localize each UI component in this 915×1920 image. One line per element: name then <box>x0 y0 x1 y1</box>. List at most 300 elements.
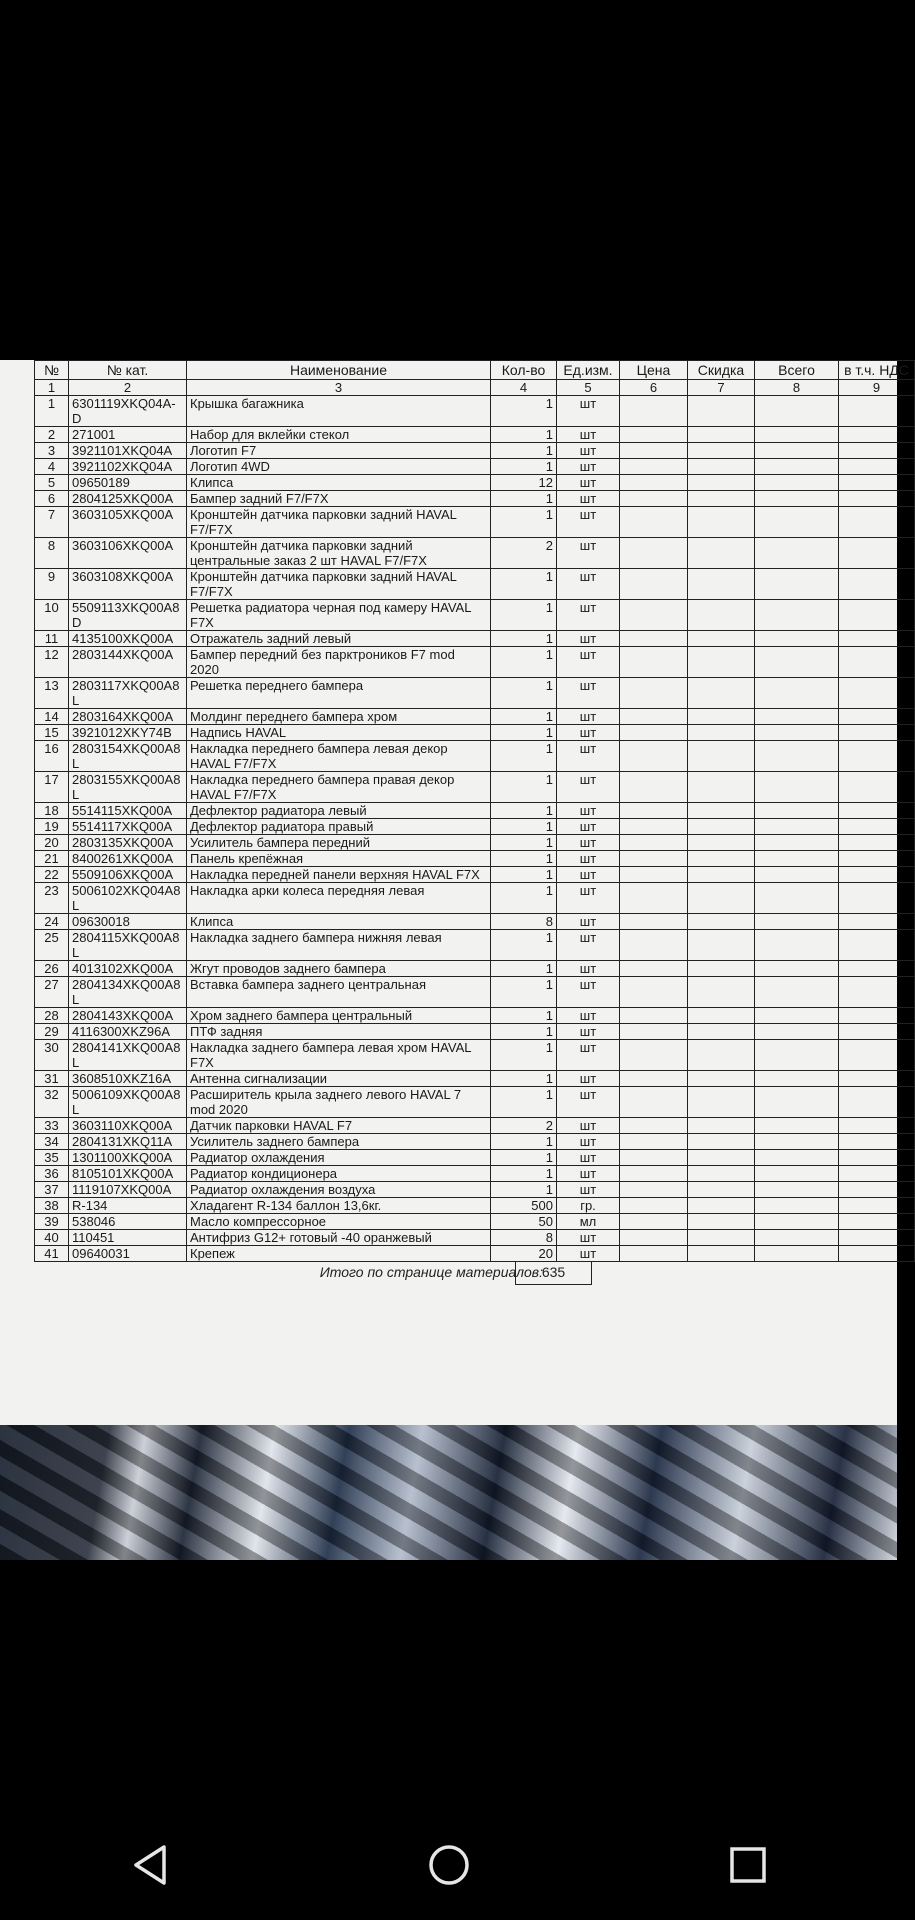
empty-cell <box>688 1166 755 1182</box>
row-number: 13 <box>35 678 69 709</box>
empty-cell <box>839 772 915 803</box>
table-row <box>35 961 915 977</box>
unit: шт <box>557 631 620 647</box>
background-fabric <box>0 1425 897 1560</box>
unit: шт <box>557 507 620 538</box>
empty-cell <box>755 631 839 647</box>
table-row <box>35 977 915 1008</box>
column-header: № <box>35 361 69 380</box>
row-number: 1 <box>35 396 69 427</box>
empty-cell <box>839 1040 915 1071</box>
quantity: 2 <box>491 538 557 569</box>
empty-cell <box>755 1182 839 1198</box>
empty-cell <box>620 772 688 803</box>
row-number: 24 <box>35 914 69 930</box>
unit: шт <box>557 867 620 883</box>
quantity: 1 <box>491 867 557 883</box>
unit: шт <box>557 678 620 709</box>
unit: шт <box>557 851 620 867</box>
empty-cell <box>620 1024 688 1040</box>
table-row <box>35 914 915 930</box>
empty-cell <box>755 914 839 930</box>
empty-cell <box>755 709 839 725</box>
row-number: 23 <box>35 883 69 914</box>
empty-cell <box>688 961 755 977</box>
catalog-number: 2804141XKQ00A8 L <box>69 1040 187 1071</box>
empty-cell <box>620 1008 688 1024</box>
table-row <box>35 427 915 443</box>
row-number: 4 <box>35 459 69 475</box>
item-name: Дефлектор радиатора левый <box>187 803 491 819</box>
empty-cell <box>755 851 839 867</box>
unit: шт <box>557 914 620 930</box>
empty-cell <box>620 930 688 961</box>
empty-cell <box>620 1134 688 1150</box>
empty-cell <box>620 867 688 883</box>
empty-cell <box>755 1118 839 1134</box>
empty-cell <box>688 507 755 538</box>
item-name: Накладка заднего бампера нижняя левая <box>187 930 491 961</box>
quantity: 1 <box>491 678 557 709</box>
item-name: Вставка бампера заднего центральная <box>187 977 491 1008</box>
item-name: Расширитель крыла заднего левого HAVAL 7 mod 2020 <box>187 1087 491 1118</box>
unit: шт <box>557 725 620 741</box>
empty-cell <box>839 1198 915 1214</box>
row-number: 29 <box>35 1024 69 1040</box>
quantity: 1 <box>491 1024 557 1040</box>
empty-cell <box>755 678 839 709</box>
table-row <box>35 1024 915 1040</box>
home-circle-icon <box>427 1843 471 1887</box>
empty-cell <box>755 741 839 772</box>
empty-cell <box>688 1214 755 1230</box>
row-number: 16 <box>35 741 69 772</box>
row-number: 33 <box>35 1118 69 1134</box>
empty-cell <box>755 1150 839 1166</box>
unit: шт <box>557 803 620 819</box>
table-row <box>35 678 915 709</box>
empty-cell <box>839 678 915 709</box>
empty-cell <box>688 709 755 725</box>
catalog-number: 2803164XKQ00A <box>69 709 187 725</box>
quantity: 1 <box>491 396 557 427</box>
catalog-number: 1119107XKQ00A <box>69 1182 187 1198</box>
empty-cell <box>839 475 915 491</box>
empty-cell <box>688 600 755 631</box>
quantity: 1 <box>491 803 557 819</box>
empty-cell <box>839 1214 915 1230</box>
quantity: 12 <box>491 475 557 491</box>
empty-cell <box>688 631 755 647</box>
table-row <box>35 1008 915 1024</box>
empty-cell <box>688 491 755 507</box>
item-name: Логотип F7 <box>187 443 491 459</box>
row-number: 20 <box>35 835 69 851</box>
catalog-number: 6301119XKQ04A- D <box>69 396 187 427</box>
table-row <box>35 1166 915 1182</box>
unit: гр. <box>557 1198 620 1214</box>
catalog-number: 2803155XKQ00A8 L <box>69 772 187 803</box>
row-number: 15 <box>35 725 69 741</box>
empty-cell <box>620 819 688 835</box>
row-number: 21 <box>35 851 69 867</box>
quantity: 1 <box>491 725 557 741</box>
table-row <box>35 396 915 427</box>
empty-cell <box>839 1087 915 1118</box>
item-name: Накладка передней панели верхняя HAVAL F7X <box>187 867 491 883</box>
empty-cell <box>755 569 839 600</box>
item-name: Датчик парковки HAVAL F7 <box>187 1118 491 1134</box>
empty-cell <box>688 1150 755 1166</box>
empty-cell <box>688 741 755 772</box>
empty-cell <box>688 1198 755 1214</box>
quantity: 1 <box>491 1150 557 1166</box>
empty-cell <box>755 930 839 961</box>
catalog-number: 1301100XKQ00A <box>69 1150 187 1166</box>
row-number: 9 <box>35 569 69 600</box>
empty-cell <box>839 741 915 772</box>
table-row <box>35 600 915 631</box>
item-name: Клипса <box>187 914 491 930</box>
item-name: Дефлектор радиатора правый <box>187 819 491 835</box>
empty-cell <box>620 569 688 600</box>
row-number: 32 <box>35 1087 69 1118</box>
quantity: 1 <box>491 741 557 772</box>
row-number: 7 <box>35 507 69 538</box>
catalog-number: 271001 <box>69 427 187 443</box>
table-row <box>35 443 915 459</box>
catalog-number: 4116300XKZ96A <box>69 1024 187 1040</box>
unit: мл <box>557 1214 620 1230</box>
unit: шт <box>557 961 620 977</box>
item-name: Усилитель бампера передний <box>187 835 491 851</box>
table-row <box>35 819 915 835</box>
empty-cell <box>755 1008 839 1024</box>
table-row <box>35 1150 915 1166</box>
item-name: Накладка переднего бампера правая декор HAVAL F7/F7X <box>187 772 491 803</box>
empty-cell <box>839 819 915 835</box>
unit: шт <box>557 772 620 803</box>
recents-button[interactable] <box>718 1835 778 1895</box>
item-name: Клипса <box>187 475 491 491</box>
row-number: 14 <box>35 709 69 725</box>
empty-cell <box>688 647 755 678</box>
empty-cell <box>620 883 688 914</box>
row-number: 5 <box>35 475 69 491</box>
quantity: 1 <box>491 883 557 914</box>
unit: шт <box>557 1246 620 1262</box>
empty-cell <box>755 1024 839 1040</box>
empty-cell <box>688 396 755 427</box>
unit: шт <box>557 600 620 631</box>
catalog-number: 09650189 <box>69 475 187 491</box>
quantity: 1 <box>491 851 557 867</box>
empty-cell <box>755 1166 839 1182</box>
catalog-number: 5514115XKQ00A <box>69 803 187 819</box>
empty-cell <box>839 443 915 459</box>
catalog-number: 3603108XKQ00A <box>69 569 187 600</box>
table-row <box>35 491 915 507</box>
unit: шт <box>557 709 620 725</box>
empty-cell <box>620 1040 688 1071</box>
row-number: 17 <box>35 772 69 803</box>
item-name: Накладка арки колеса передняя левая <box>187 883 491 914</box>
item-name: Жгут проводов заднего бампера <box>187 961 491 977</box>
empty-cell <box>688 1118 755 1134</box>
unit: шт <box>557 569 620 600</box>
empty-cell <box>620 1182 688 1198</box>
empty-cell <box>620 1246 688 1262</box>
empty-cell <box>620 914 688 930</box>
row-number: 40 <box>35 1230 69 1246</box>
empty-cell <box>839 835 915 851</box>
empty-cell <box>755 819 839 835</box>
item-name: Масло компрессорное <box>187 1214 491 1230</box>
table-row <box>35 1182 915 1198</box>
empty-cell <box>755 647 839 678</box>
empty-cell <box>688 835 755 851</box>
item-name: Накладка переднего бампера левая декор HAVAL F7/F7X <box>187 741 491 772</box>
empty-cell <box>688 1182 755 1198</box>
empty-cell <box>620 961 688 977</box>
unit: шт <box>557 835 620 851</box>
empty-cell <box>755 600 839 631</box>
empty-cell <box>839 569 915 600</box>
catalog-number: 5509106XKQ00A <box>69 867 187 883</box>
row-number: 12 <box>35 647 69 678</box>
table-row <box>35 459 915 475</box>
empty-cell <box>620 709 688 725</box>
column-header: Скидка <box>688 361 755 380</box>
item-name: Надпись HAVAL <box>187 725 491 741</box>
catalog-number: 3603106XKQ00A <box>69 538 187 569</box>
empty-cell <box>839 1134 915 1150</box>
empty-cell <box>688 1230 755 1246</box>
catalog-number: 4013102XKQ00A <box>69 961 187 977</box>
empty-cell <box>688 1246 755 1262</box>
item-name: Накладка заднего бампера левая хром HAVAL F7X <box>187 1040 491 1071</box>
empty-cell <box>755 1071 839 1087</box>
catalog-number: 3608510XKZ16A <box>69 1071 187 1087</box>
empty-cell <box>620 600 688 631</box>
empty-cell <box>688 772 755 803</box>
empty-cell <box>620 538 688 569</box>
empty-cell <box>620 835 688 851</box>
empty-cell <box>688 475 755 491</box>
empty-cell <box>755 475 839 491</box>
empty-cell <box>620 459 688 475</box>
quantity: 1 <box>491 709 557 725</box>
invoice-sheet <box>34 360 914 1280</box>
row-number: 34 <box>35 1134 69 1150</box>
catalog-number: 5514117XKQ00A <box>69 819 187 835</box>
catalog-number: 3603105XKQ00A <box>69 507 187 538</box>
empty-cell <box>620 396 688 427</box>
empty-cell <box>755 1134 839 1150</box>
empty-cell <box>688 803 755 819</box>
row-number: 39 <box>35 1214 69 1230</box>
empty-cell <box>688 1071 755 1087</box>
empty-cell <box>688 569 755 600</box>
column-number: 9 <box>839 380 915 396</box>
item-name: Бампер задний F7/F7X <box>187 491 491 507</box>
empty-cell <box>839 709 915 725</box>
empty-cell <box>620 977 688 1008</box>
catalog-number: 2804125XKQ00A <box>69 491 187 507</box>
column-number: 1 <box>35 380 69 396</box>
table-row <box>35 709 915 725</box>
empty-cell <box>839 867 915 883</box>
empty-cell <box>755 507 839 538</box>
empty-cell <box>688 538 755 569</box>
empty-cell <box>839 977 915 1008</box>
back-button[interactable] <box>120 1835 180 1895</box>
item-name: Набор для вклейки стекол <box>187 427 491 443</box>
unit: шт <box>557 459 620 475</box>
table-row <box>35 851 915 867</box>
empty-cell <box>620 1198 688 1214</box>
quantity: 1 <box>491 961 557 977</box>
empty-cell <box>688 867 755 883</box>
catalog-number: 2804131XKQ11A <box>69 1134 187 1150</box>
item-name: Антенна сигнализации <box>187 1071 491 1087</box>
table-row <box>35 883 915 914</box>
column-header: Наименование <box>187 361 491 380</box>
catalog-number: 2804143XKQ00A <box>69 1008 187 1024</box>
empty-cell <box>620 647 688 678</box>
catalog-number: 110451 <box>69 1230 187 1246</box>
row-number: 2 <box>35 427 69 443</box>
empty-cell <box>755 1230 839 1246</box>
table-row <box>35 1134 915 1150</box>
unit: шт <box>557 475 620 491</box>
unit: шт <box>557 1150 620 1166</box>
table-row <box>35 538 915 569</box>
empty-cell <box>620 1071 688 1087</box>
quantity: 1 <box>491 631 557 647</box>
empty-cell <box>839 647 915 678</box>
catalog-number: 5006102XKQ04A8 L <box>69 883 187 914</box>
total-value: 635 <box>515 1262 592 1285</box>
catalog-number: 8400261XKQ00A <box>69 851 187 867</box>
empty-cell <box>688 1087 755 1118</box>
quantity: 1 <box>491 491 557 507</box>
empty-cell <box>755 1214 839 1230</box>
empty-cell <box>620 491 688 507</box>
unit: шт <box>557 1071 620 1087</box>
empty-cell <box>620 1150 688 1166</box>
table-row <box>35 867 915 883</box>
catalog-number: 2803117XKQ00A8 L <box>69 678 187 709</box>
table-row <box>35 1118 915 1134</box>
catalog-number: 8105101XKQ00A <box>69 1166 187 1182</box>
item-name: Отражатель задний левый <box>187 631 491 647</box>
empty-cell <box>688 1134 755 1150</box>
row-number: 27 <box>35 977 69 1008</box>
empty-cell <box>688 883 755 914</box>
empty-cell <box>688 459 755 475</box>
quantity: 1 <box>491 1071 557 1087</box>
empty-cell <box>839 1150 915 1166</box>
table-row <box>35 772 915 803</box>
empty-cell <box>620 1166 688 1182</box>
column-number: 8 <box>755 380 839 396</box>
quantity: 50 <box>491 1214 557 1230</box>
row-number: 11 <box>35 631 69 647</box>
column-header: Всего <box>755 361 839 380</box>
unit: шт <box>557 1008 620 1024</box>
empty-cell <box>688 427 755 443</box>
quantity: 1 <box>491 569 557 600</box>
item-name: Кронштейн датчика парковки задний HAVAL F7/F7X <box>187 569 491 600</box>
empty-cell <box>839 631 915 647</box>
quantity: 1 <box>491 600 557 631</box>
row-number: 37 <box>35 1182 69 1198</box>
unit: шт <box>557 1134 620 1150</box>
empty-cell <box>755 396 839 427</box>
empty-cell <box>620 631 688 647</box>
unit: шт <box>557 1230 620 1246</box>
system-navigation-bar <box>0 1810 897 1920</box>
empty-cell <box>755 961 839 977</box>
table-row <box>35 1198 915 1214</box>
empty-cell <box>839 396 915 427</box>
quantity: 1 <box>491 427 557 443</box>
catalog-number: 09630018 <box>69 914 187 930</box>
empty-cell <box>755 867 839 883</box>
empty-cell <box>839 1166 915 1182</box>
column-header: № кат. <box>69 361 187 380</box>
column-number: 5 <box>557 380 620 396</box>
item-name: Радиатор кондиционера <box>187 1166 491 1182</box>
row-number: 30 <box>35 1040 69 1071</box>
table-row <box>35 647 915 678</box>
unit: шт <box>557 1182 620 1198</box>
quantity: 2 <box>491 1118 557 1134</box>
quantity: 1 <box>491 459 557 475</box>
table-row <box>35 1071 915 1087</box>
home-button[interactable] <box>419 1835 479 1895</box>
item-name: Хром заднего бампера центральный <box>187 1008 491 1024</box>
parts-table <box>34 360 915 1262</box>
row-number: 25 <box>35 930 69 961</box>
empty-cell <box>839 1071 915 1087</box>
recents-square-icon <box>728 1845 768 1885</box>
table-row <box>35 569 915 600</box>
quantity: 1 <box>491 647 557 678</box>
table-row <box>35 725 915 741</box>
header-row <box>35 361 915 380</box>
empty-cell <box>755 491 839 507</box>
empty-cell <box>755 427 839 443</box>
empty-cell <box>688 1040 755 1071</box>
column-header: Ед.изм. <box>557 361 620 380</box>
row-number: 8 <box>35 538 69 569</box>
column-header: в т.ч. НДС <box>839 361 915 380</box>
column-number: 2 <box>69 380 187 396</box>
catalog-number: 2804134XKQ00A8 L <box>69 977 187 1008</box>
quantity: 1 <box>491 507 557 538</box>
item-name: Антифриз G12+ готовый -40 оранжевый <box>187 1230 491 1246</box>
quantity: 8 <box>491 1230 557 1246</box>
quantity: 1 <box>491 443 557 459</box>
empty-cell <box>755 1246 839 1262</box>
item-name: Логотип 4WD <box>187 459 491 475</box>
empty-cell <box>688 443 755 459</box>
empty-cell <box>839 961 915 977</box>
column-number-row <box>35 380 915 396</box>
empty-cell <box>620 725 688 741</box>
